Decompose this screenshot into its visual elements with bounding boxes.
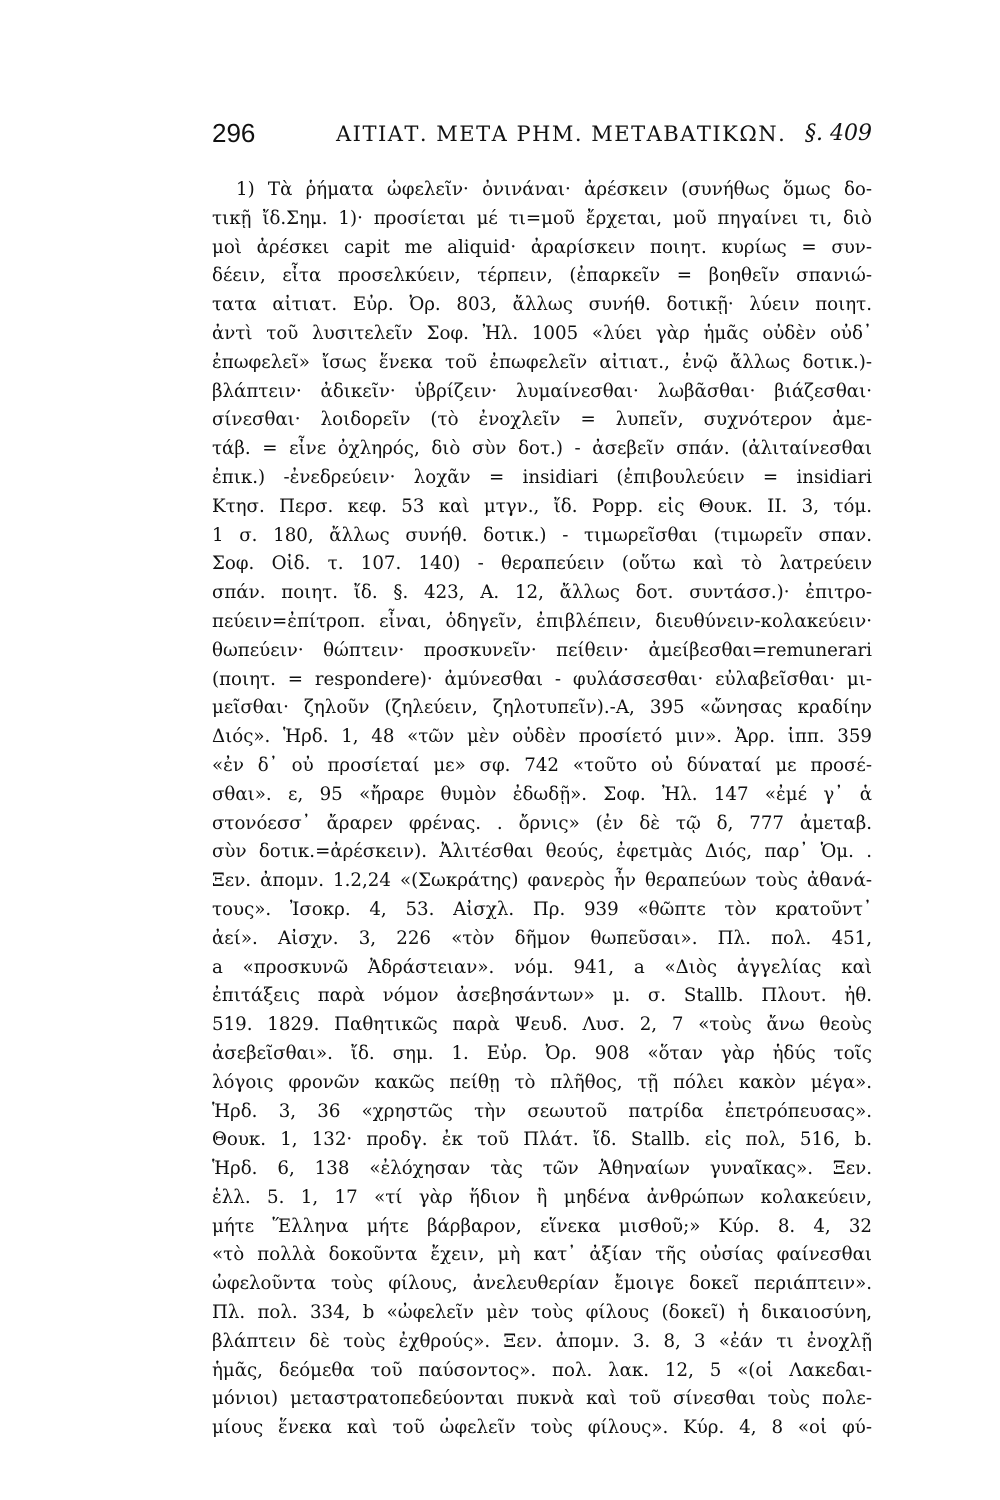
text-line: στονόεσσ᾽ ἄραρεν φρένας. . ὄρνις» (ἐν δὲ τῷ δ, 777 ἀμεταβ. [212,812,872,834]
text-line: τάβ. = εἶνε ὀχληρός, διὸ σὺν δοτ.) - ἀσεβεῖν σπάν. (ἀλιταίνεσθαι [212,438,872,460]
running-head: ΑΙΤΙΑΤ. ΜΕΤΑ ΡΗΜ. ΜΕΤΑΒΑΤΙΚΩΝ. [336,122,787,146]
text-line: ὠφελοῦντα τοὺς φίλους, ἀνελευθερίαν ἔμοιγε δοκεῖ περιάπτειν». [212,1273,872,1295]
text-line: μοὶ ἀρέσκει capit me aliquid· ἀραρίσκειν ποιητ. κυρίως = συν- [212,236,872,258]
text-line: μίους ἕνεκα καὶ τοῦ ὠφελεῖν τοὺς φίλους». Κύρ. 4, 8 «οἱ φύ- [212,1417,872,1439]
text-line: 1) Τὰ ῥήματα ὠφελεῖν· ὀνινάναι· ἀρέσκειν (συνήθως ὅμως δο- [236,179,872,200]
text-line: τατα αἰτιατ. Εὐρ. Ὀρ. 803, ἄλλως συνήθ. δοτικῇ· λύειν ποιητ. [212,294,872,316]
text-line: ἐπικ.) -ἐνεδρεύειν· λοχᾶν = insidiari (ἐπιβουλεύειν = insidiari [212,466,872,488]
text-line: τικῇ ἴδ.Σημ. 1)· προσίεται μέ τι=μοῦ ἔρχεται, μοῦ πηγαίνει τι, διὸ [212,207,872,229]
text-line: 519. 1829. Παθητικῶς παρὰ Ψευδ. Λυσ. 2, 7 «τοὺς ἄνω θεοὺς [212,1014,872,1036]
text-line: σθαι». ε, 95 «ἤραρε θυμὸν ἐδωδῇ». Σοφ. Ἠλ. 147 «ἐμέ γ᾽ ἁ [212,783,872,805]
text-line: τους». Ἰσοκρ. 4, 53. Αἰσχλ. Πρ. 939 «θῶπτε τὸν κρατοῦντ᾽ [212,898,872,920]
text-line: βλάπτειν δὲ τοὺς ἐχθρούς». Ξεν. ἀπομν. 3. 8, 3 «ἐάν τι ἐνοχλῇ [212,1330,872,1352]
text-line: «τὸ πολλὰ δοκοῦντα ἔχειν, μὴ κατ᾽ ἀξίαν τῆς οὐσίας φαίνεσθαι [212,1244,872,1266]
text-line: μεῖσθαι· ζηλοῦν (ζηλεύειν, ζηλοτυπεῖν).-Α, 395 «ὤνησας κραδίην [212,697,872,719]
text-line: 1 σ. 180, ἄλλως συνήθ. δοτικ.) - τιμωρεῖσθαι (τιμωρεῖν σπαν. [212,524,872,546]
text-line: Θουκ. 1, 132· προδγ. ἐκ τοῦ Πλάτ. ἴδ. Stallb. εἰς πολ, 516, b. [212,1129,872,1151]
text-line: Ξεν. ἀπομν. 1.2,24 «(Σωκράτης) φανερὸς ἦν θεραπεύων τοὺς ἀθανά- [212,870,872,892]
body-text [212,176,872,1476]
text-line: μόνιοι) μεταστρατοπεδεύονται πυκνὰ καὶ τοῦ σίνεσθαι τοὺς πολε- [212,1388,872,1410]
page-header [212,118,872,158]
text-line: λόγοις φρονῶν κακῶς πείθῃ τὸ πλῆθος, τῇ πόλει κακὸν μέγα». [212,1071,872,1093]
text-line: ἀντὶ τοῦ λυσιτελεῖν Σοφ. Ἠλ. 1005 «λύει γὰρ ἡμᾶς οὐδὲν οὐδ᾽ [212,322,872,344]
text-line: Κτησ. Περσ. κεφ. 53 καὶ μτγν., ἴδ. Popp. εἰς Θουκ. II. 3, τόμ. [212,495,872,517]
text-line: Πλ. πολ. 334, b «ὠφελεῖν μὲν τοὺς φίλους (δοκεῖ) ἡ δικαιοσύνη, [212,1302,872,1324]
text-line: ἐπωφελεῖ» ἴσως ἕνεκα τοῦ ἐπωφελεῖν αἰτιατ., ἐνῷ ἄλλως δοτικ.)- [212,351,872,373]
page-number: 296 [212,118,256,148]
text-line: βλάπτειν· ἀδικεῖν· ὑβρίζειν· λυμαίνεσθαι· λωβᾶσθαι· βιάζεσθαι· [212,380,872,402]
text-line: δέειν, εἶτα προσελκύειν, τέρπειν, (ἐπαρκεῖν = βοηθεῖν σπανιώ- [212,265,872,287]
text-line: «ἐν δ᾽ οὐ προσίεταί με» σφ. 742 «τοῦτο οὐ δύναταί με προσέ- [212,754,872,776]
text-line: ἀσεβεῖσθαι». ἴδ. σημ. 1. Εὐρ. Ὀρ. 908 «ὅταν γὰρ ἡδύς τοῖς [212,1042,872,1064]
section-reference: §. 409 [805,121,872,146]
text-line: σὺν δοτικ.=ἀρέσκειν). Ἀλιτέσθαι θεούς, ἐφετμὰς Διός, παρ᾽ Ὁμ. . [212,841,872,863]
text-line: ἑλλ. 5. 1, 17 «τί γὰρ ἥδιον ἢ μηδένα ἀνθρώπων κολακεύειν, [212,1186,872,1208]
text-line: (ποιητ. = respondere)· ἀμύνεσθαι - φυλάσσεσθαι· εὐλαβεῖσθαι· μι- [212,668,872,690]
text-line: Σοφ. Οἰδ. τ. 107. 140) - θεραπεύειν (οὕτω καὶ τὸ λατρεύειν [212,553,872,575]
text-line: ἀεί». Αἰσχν. 3, 226 «τὸν δῆμον θωπεῦσαι». Πλ. πολ. 451, [212,927,872,949]
text-line: πεύειν=ἐπίτροπ. εἶναι, ὁδηγεῖν, ἐπιβλέπειν, διευθύνειν-κολακεύειν· [212,610,872,632]
text-line: σπάν. ποιητ. ἴδ. §. 423, Α. 12, ἄλλως δοτ. συντάσσ.)· ἐπιτρο- [212,582,872,604]
text-line: Διός». Ἡρδ. 1, 48 «τῶν μὲν οὐδὲν προσίετό μιν». Ἀρρ. ἱππ. 359 [212,726,872,748]
text-line: Ἡρδ. 3, 36 «χρηστῶς τὴν σεωυτοῦ πατρίδα ἐπετρόπευσας». [212,1100,872,1122]
text-line: θωπεύειν· θώπτειν· προσκυνεῖν· πείθειν· ἀμείβεσθαι=remunerari [212,639,872,661]
text-line: ἡμᾶς, δεόμεθα τοῦ παύσοντος». πολ. λακ. 12, 5 «(οἱ Λακεδαι- [212,1359,872,1381]
text-line: μήτε Ἕλληνα μήτε βάρβαρον, εἵνεκα μισθοῦ;» Κύρ. 8. 4, 32 [212,1215,872,1237]
text-line: a «προσκυνῶ Ἀδράστειαν». νόμ. 941, a «Διὸς ἀγγελίας καὶ [212,956,872,978]
text-line: Ἡρδ. 6, 138 «ἐλόχησαν τὰς τῶν Ἀθηναίων γυναῖκας». Ξεν. [212,1158,872,1180]
text-line: ἐπιτάξεις παρὰ νόμον ἀσεβησάντων» μ. σ. Stallb. Πλουτ. ἠθ. [212,985,872,1007]
text-line: σίνεσθαι· λοιδορεῖν (τὸ ἐνοχλεῖν = λυπεῖν, συχνότερον ἀμε- [212,409,872,431]
